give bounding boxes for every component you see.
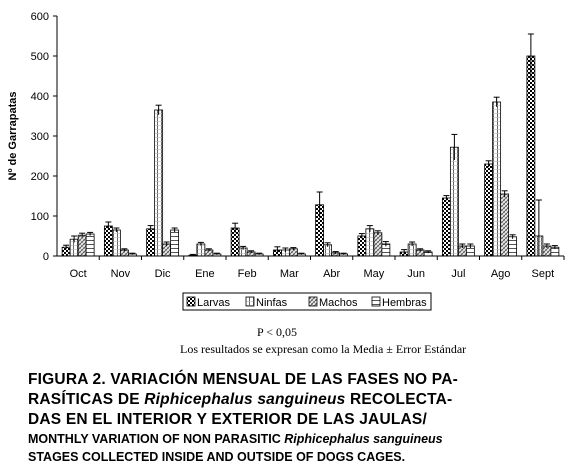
x-tick-label: May (363, 268, 385, 280)
legend (183, 293, 431, 310)
x-tick-label: Jun (407, 268, 425, 280)
legend-swatch-ninfas (246, 297, 254, 306)
y-tick-label: 600 (30, 11, 49, 23)
caption-species-1: Riphicephalus sanguineus (144, 391, 346, 408)
legend-swatch-larvas (187, 297, 195, 306)
bar-machos (374, 233, 382, 256)
bar-hembras (86, 234, 94, 256)
bar-ninfas (112, 230, 120, 256)
bar-hembras (509, 237, 517, 256)
error-bars (63, 34, 558, 256)
caption-line-4 (28, 430, 553, 448)
bar-larvas (147, 229, 155, 256)
bar-ninfas (366, 229, 374, 256)
bar-machos (501, 194, 509, 256)
bar-series (62, 56, 559, 256)
legend-swatch-hembras (372, 297, 380, 306)
y-tick-label: 300 (30, 131, 49, 143)
bar-hembras (171, 230, 179, 256)
y-axis-title: Nº de Garrapatas (7, 91, 19, 181)
y-tick-label: 0 (42, 251, 49, 263)
legend-swatch-machos (309, 297, 317, 306)
bar-ninfas (155, 110, 163, 256)
bar-ninfas (493, 102, 501, 256)
y-tick-label: 100 (30, 211, 49, 223)
figure-caption (28, 370, 553, 466)
x-tick-label: Ene (195, 268, 215, 280)
caption-species-2: Riphicephalus sanguineus (284, 432, 443, 446)
caption-line-2-a: RASÍTICAS DE (28, 391, 145, 408)
bar-larvas (104, 226, 112, 256)
x-tick-label: Abr (323, 268, 341, 280)
caption-line-5: STAGES COLLECTED INSIDE AND OUTSIDE OF DOGS CAGES. (28, 450, 406, 464)
caption-line-4-a: MONTHLY VARIATION OF NON PARASITIC (28, 432, 285, 446)
x-tick-label: Sept (531, 268, 555, 280)
y-tick-label: 400 (30, 91, 49, 103)
bar-larvas (358, 236, 366, 256)
bar-ninfas (450, 147, 458, 256)
x-tick-label: Oct (69, 268, 87, 280)
bar-larvas (527, 56, 535, 256)
x-tick-label: Ago (490, 268, 511, 280)
caption-line-3: DAS EN EL INTERIOR Y EXTERIOR DE LAS JAULAS/ (28, 411, 427, 428)
legend-label-machos: Machos (319, 297, 358, 309)
bar-machos (78, 235, 86, 256)
y-axis-ticks (31, 11, 57, 263)
x-tick-label: Jul (451, 268, 466, 280)
x-tick-label: Mar (279, 268, 299, 280)
x-axis-labels (70, 256, 564, 280)
caption-line-2-b: RECOLECTA- (345, 391, 453, 408)
legend-label-ninfas: Ninfas (256, 297, 288, 309)
y-tick-label: 200 (30, 171, 49, 183)
x-tick-label: Nov (110, 268, 131, 280)
caption-line-1: FIGURA 2. VARIACIÓN MENSUAL DE LAS FASES NO PA- (28, 371, 458, 388)
bar-larvas (442, 198, 450, 256)
x-tick-label: Dic (154, 268, 171, 280)
legend-label-hembras: Hembras (382, 297, 427, 309)
bar-ninfas (197, 244, 205, 256)
results-note: Los resultados se expresan como la Media ± Error Estándar (180, 342, 467, 356)
y-tick-label: 500 (30, 51, 49, 63)
x-tick-label: Feb (237, 268, 257, 280)
p-value-note: P < 0,05 (257, 325, 297, 339)
caption-line-2 (28, 390, 553, 410)
bar-larvas (485, 164, 493, 256)
legend-label-larvas: Larvas (197, 297, 231, 309)
